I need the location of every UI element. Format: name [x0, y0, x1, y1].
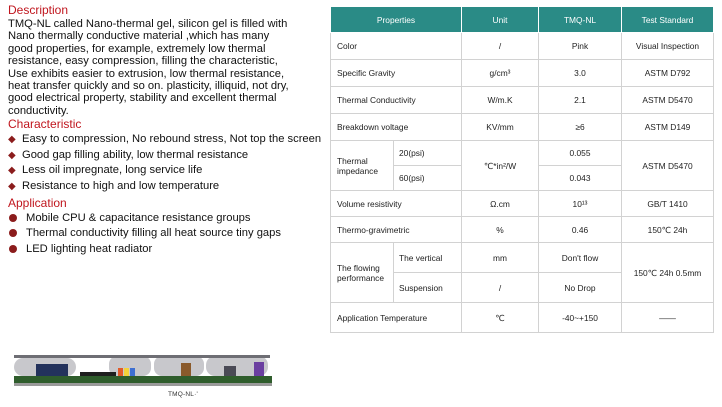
circle-bullet-icon: [9, 229, 17, 237]
standard-cell: GB/T 1410: [622, 191, 714, 217]
subproperty-cell: Suspension: [394, 273, 462, 303]
description-text: [8, 18, 326, 117]
description-line: resistance, easy compression, filling the characteristic,: [8, 55, 278, 68]
unit-cell: Ω.cm: [462, 191, 539, 217]
pcb-board: [14, 376, 272, 383]
characteristic-item: [8, 133, 326, 146]
unit-cell: ℃*in²/W: [462, 141, 539, 191]
illustration-caption: TMQ-NL·': [168, 391, 198, 398]
table-row: [331, 60, 714, 87]
standard-cell: 150℃ 24h 0.5mm: [622, 243, 714, 303]
standard-cell: ASTM D149: [622, 114, 714, 141]
standard-cell: ASTM D792: [622, 60, 714, 87]
value-cell: Pink: [539, 33, 622, 60]
diamond-bullet-icon: ◆: [8, 149, 16, 161]
properties-table: [330, 6, 714, 333]
value-cell: 3.0: [539, 60, 622, 87]
property-cell: Specific Gravity: [331, 60, 462, 87]
characteristic-item: [8, 180, 326, 193]
characteristic-list: [8, 133, 326, 192]
property-cell: Breakdown voltage: [331, 114, 462, 141]
diamond-bullet-icon: ◆: [8, 134, 16, 146]
value-cell: 0.055: [539, 141, 622, 166]
property-cell: Application Temperature: [331, 303, 462, 333]
unit-cell: W/m.K: [462, 87, 539, 114]
resistor-component: [124, 368, 129, 376]
standard-cell: ASTM D5470: [622, 87, 714, 114]
property-cell: Thermal impedance: [331, 141, 394, 191]
table-header-row: [331, 7, 714, 33]
standard-cell: Visual Inspection: [622, 33, 714, 60]
property-cell: The flowing performance: [331, 243, 394, 303]
unit-cell: mm: [462, 243, 539, 273]
gel-blob: [154, 356, 204, 376]
value-cell: No Drop: [539, 273, 622, 303]
subproperty-cell: The vertical: [394, 243, 462, 273]
value-cell: 0.46: [539, 217, 622, 243]
description-line: Use exhibits easier to extrusion, low thermal resistance,: [8, 67, 285, 80]
chip-component: [80, 372, 116, 376]
circle-bullet-icon: [9, 245, 17, 253]
unit-cell: /: [462, 273, 539, 303]
table-row: [331, 191, 714, 217]
application-item: [8, 227, 326, 240]
table-row: [331, 303, 714, 333]
characteristic-title: Characteristic: [8, 117, 82, 132]
header-test-standard: Test Standard: [622, 7, 714, 33]
value-cell: -40~+150: [539, 303, 622, 333]
circle-bullet-icon: [9, 214, 17, 222]
table-row: [331, 141, 714, 166]
table-row: [331, 217, 714, 243]
diamond-bullet-icon: ◆: [8, 181, 16, 193]
standard-cell: ASTM D5470: [622, 141, 714, 191]
value-cell: 10¹³: [539, 191, 622, 217]
value-cell: 0.043: [539, 166, 622, 191]
unit-cell: KV/mm: [462, 114, 539, 141]
unit-cell: g/cm³: [462, 60, 539, 87]
top-shield: [14, 355, 270, 358]
table-row: [331, 243, 714, 273]
capacitor-component: [254, 362, 264, 376]
characteristic-item: [8, 149, 326, 162]
characteristic-text: Good gap filling ability, low thermal resistance: [22, 148, 249, 161]
chip-component: [224, 366, 236, 376]
characteristic-text: Easy to compression, No rebound stress, Not top the screen: [22, 133, 322, 146]
unit-cell: /: [462, 33, 539, 60]
description-title: Description: [8, 3, 69, 17]
description-line: good properties, for example, extremely low thermal: [8, 42, 266, 55]
characteristic-text: Resistance to high and low temperature: [22, 180, 220, 193]
table-row: [331, 87, 714, 114]
header-properties: Properties: [331, 7, 462, 33]
description-line: good electrical property, stability and excellent thermal: [8, 92, 277, 105]
property-cell: Thermal Conductivity: [331, 87, 462, 114]
standard-cell: 150℃ 24h: [622, 217, 714, 243]
application-text: Mobile CPU & capacitance resistance groups: [26, 211, 251, 224]
description-line: Nano thermally conductive material ,which has many: [8, 30, 270, 43]
value-cell: 2.1: [539, 87, 622, 114]
subproperty-cell: 60(psi): [394, 166, 462, 191]
value-cell: Don't flow: [539, 243, 622, 273]
unit-cell: ℃: [462, 303, 539, 333]
property-cell: Volume resistivity: [331, 191, 462, 217]
chip-component: [36, 364, 68, 376]
description-line: TMQ-NL called Nano-thermal gel, silicon gel is filled with: [8, 18, 288, 30]
characteristic-text: Less oil impregnate, long service life: [22, 164, 203, 177]
table-row: [331, 33, 714, 60]
pcb-gel-illustration: [14, 352, 272, 386]
header-unit: Unit: [462, 7, 539, 33]
left-column: [8, 3, 326, 258]
standard-cell: ——: [622, 303, 714, 333]
capacitor-component: [181, 363, 191, 376]
pcb-base: [14, 383, 272, 386]
subproperty-cell: 20(psi): [394, 141, 462, 166]
application-text: Thermal conductivity filling all heat source tiny gaps: [26, 227, 281, 240]
description-line: heat transfer quickly and so on. plasticity, illiquid, not dry,: [8, 80, 289, 93]
resistor-component: [130, 368, 135, 376]
application-text: LED lighting heat radiator: [26, 242, 153, 255]
property-cell: Color: [331, 33, 462, 60]
application-item: [8, 243, 326, 256]
value-cell: ≥6: [539, 114, 622, 141]
unit-cell: %: [462, 217, 539, 243]
resistor-component: [118, 368, 123, 376]
application-title: Application: [8, 195, 67, 210]
header-product: TMQ-NL: [539, 7, 622, 33]
application-item: [8, 212, 326, 225]
diamond-bullet-icon: ◆: [8, 165, 16, 177]
application-list: [8, 212, 326, 256]
property-cell: Thermo-gravimetric: [331, 217, 462, 243]
table-row: [331, 114, 714, 141]
description-line: conductivity.: [8, 104, 69, 117]
characteristic-item: [8, 164, 326, 177]
